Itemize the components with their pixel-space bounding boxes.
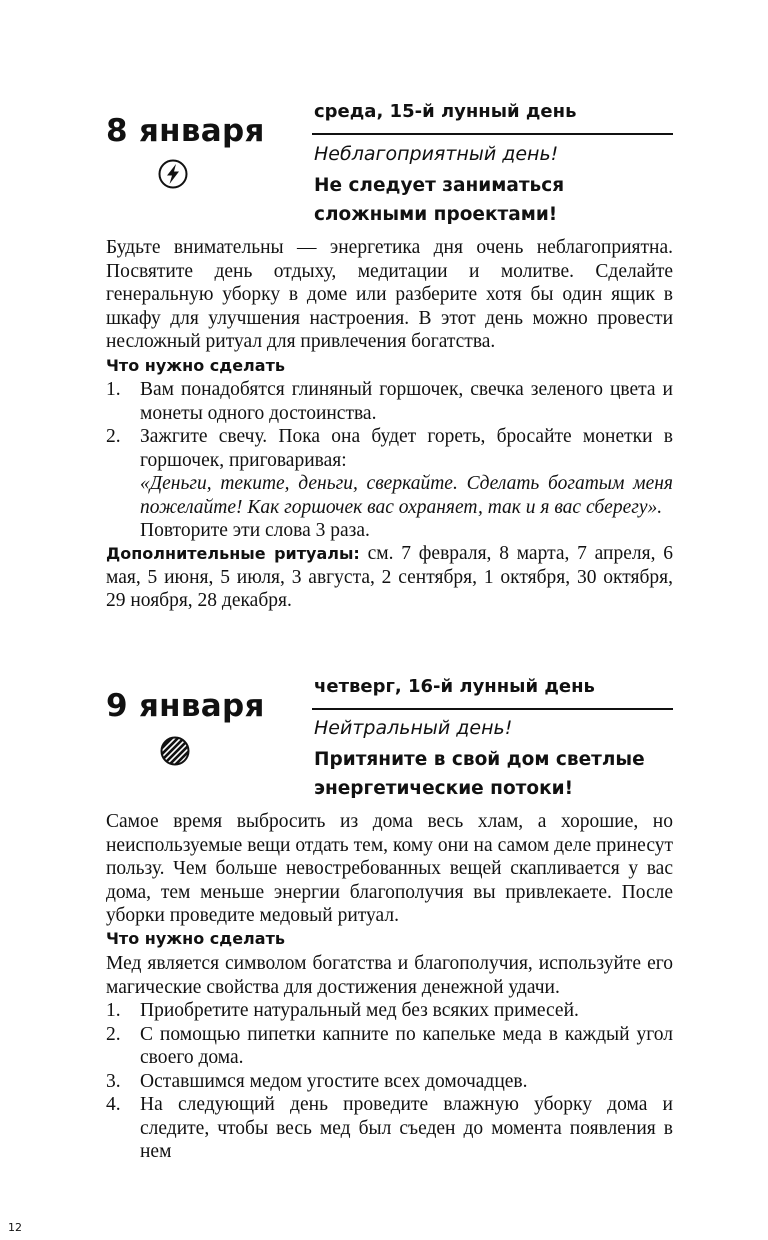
page-number: 12 <box>8 1221 22 1234</box>
step-number: 2. <box>106 1023 121 1045</box>
incantation-quote: «Деньги, теките, деньги, сверкайте. Сделать богатым меня пожелайте! Как горшочек вас охраняет, так и я вас сберегу». <box>140 473 673 518</box>
step-text: Зажгите свечу. Пока она будет гореть, бросайте монетки в горшочек, приговаривая: <box>140 426 673 471</box>
step-number: 1. <box>106 379 121 400</box>
step-after-text: Повторите эти слова 3 раза. <box>140 520 370 541</box>
todo-heading: Что нужно сделать <box>106 356 285 375</box>
list-item <box>106 378 673 425</box>
weekday-lunar-day: четверг, 16-й лунный день <box>314 676 595 697</box>
step-text: С помощью пипетки капните по капельке меда в каждый угол своего дома. <box>140 1023 673 1068</box>
day-type: Нейтральный день! <box>314 717 513 739</box>
todo-heading: Что нужно сделать <box>106 929 285 948</box>
step-text: На следующий день проведите влажную уборку дома и следите, чтобы весь мед был съеден до момента появления в нем <box>140 1094 673 1162</box>
entry-date: 9 января <box>106 688 265 724</box>
list-item <box>106 425 673 543</box>
day-advice: Не следует заниматься сложными проектами! <box>314 175 565 225</box>
extra-rituals-text: см. 7 февраля, 8 марта, 7 апреля, 6 мая, 5 июня, 5 июля, 3 августа, 2 сентября, 1 октября, 30 октября, 29 ноября, 28 декабря. <box>106 543 673 611</box>
intro-paragraph: Будьте внимательны — энергетика дня очень неблагоприятна. Посвятите день отдыху, медитации и молитве. Сделайте генеральную уборку в доме или разберите хотя бы один ящик в шкафу для улучшения настроения. В этот день можно провести несложный ритуал для привлечения богатства. <box>106 237 673 352</box>
steps-list <box>106 378 673 543</box>
step-text: Приобретите натуральный мед без всяких примесей. <box>140 1000 579 1021</box>
todo-intro: Мед является символом богатства и благополучия, используйте его магические свойства для достижения денежной удачи. <box>106 953 673 998</box>
list-item <box>106 1070 673 1094</box>
extra-rituals-label: Дополнительные ритуалы: <box>106 544 360 563</box>
step-number: 4. <box>106 1094 121 1115</box>
list-item <box>106 999 673 1023</box>
step-number: 2. <box>106 426 121 447</box>
day-type: Неблагоприятный день! <box>314 143 559 165</box>
list-item <box>106 1093 673 1164</box>
day-advice: Притяните в свой дом светлые энергетические потоки! <box>314 749 645 799</box>
weekday-lunar-day: среда, 15-й лунный день <box>314 101 577 122</box>
step-number: 3. <box>106 1070 121 1092</box>
header-rule <box>312 708 673 710</box>
step-number: 1. <box>106 1000 121 1021</box>
entry-date: 8 января <box>106 113 265 149</box>
step-text: Оставшимся медом угостите всех домочадцев. <box>140 1070 528 1092</box>
steps-list <box>106 999 673 1164</box>
intro-paragraph: Самое время выбросить из дома весь хлам, а хорошие, но неиспользуемые вещи отдать тем, кому они на самом деле принесут пользу. Чем больше невостребованных вещей скапливается у вас дома, тем меньше энергии благополучия вы привлекаете. После уборки проведите медовый ритуал. <box>106 811 673 926</box>
step-text: Вам понадобятся глиняный горшочек, свечка зеленого цвета и монеты одного достоинства. <box>140 379 673 424</box>
header-rule <box>312 133 673 135</box>
hatched-circle-icon <box>159 735 191 772</box>
list-item <box>106 1023 673 1070</box>
extra-rituals <box>106 542 673 613</box>
lightning-icon <box>157 158 189 195</box>
